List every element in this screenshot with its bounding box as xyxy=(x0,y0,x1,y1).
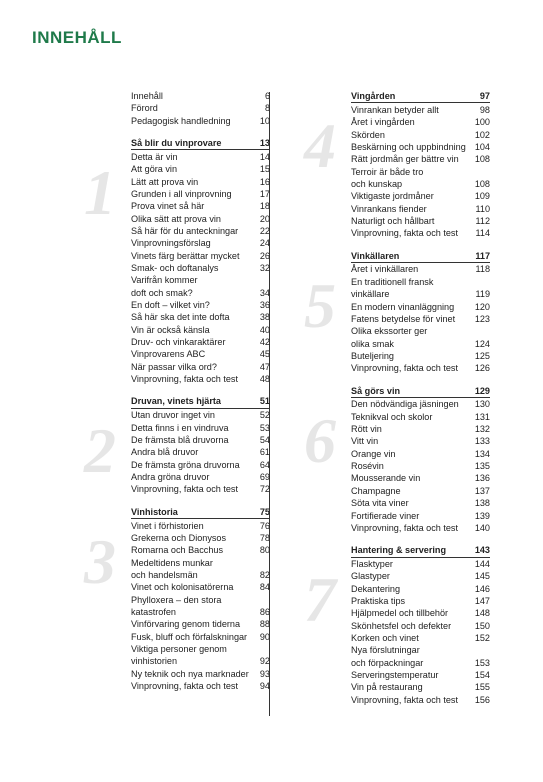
toc-entry-title: Hjälpmedel och tillbehör xyxy=(351,608,449,619)
toc-entry-title: Serveringstemperatur xyxy=(351,670,439,681)
toc-entry-title: Vinrankans fiender xyxy=(351,203,427,214)
toc-entry[interactable] xyxy=(131,631,270,643)
toc-entry[interactable] xyxy=(351,190,490,202)
toc-entry[interactable] xyxy=(351,423,490,435)
toc-entry-page: 108 xyxy=(474,154,490,165)
chapter-heading-title: Så blir du vinprovare xyxy=(131,138,222,149)
toc-section xyxy=(304,90,490,240)
chapter-heading-title: Vingården xyxy=(351,91,396,101)
toc-entry[interactable] xyxy=(351,276,490,288)
toc-entry-title: Söta vita viner xyxy=(351,498,409,509)
toc-entry-page: 40 xyxy=(259,324,270,335)
toc-entry-page: 100 xyxy=(474,117,490,128)
toc-entry[interactable] xyxy=(351,558,490,570)
toc-entry-page: 139 xyxy=(474,510,490,521)
toc-section xyxy=(84,506,270,693)
toc-entry-title: Orange vin xyxy=(351,448,396,459)
toc-entry[interactable] xyxy=(131,483,270,495)
toc-entry-page: 72 xyxy=(259,484,270,495)
chapter-numeral: 3 xyxy=(84,525,116,597)
toc-entry[interactable] xyxy=(351,203,490,215)
toc-entry[interactable] xyxy=(351,215,490,227)
toc-entry[interactable] xyxy=(351,338,490,350)
chapter-heading-title: Vinhistoria xyxy=(131,506,178,517)
chapter-heading-title: Hantering & servering xyxy=(351,545,447,556)
toc-entry[interactable] xyxy=(131,655,270,667)
toc-entry[interactable] xyxy=(131,520,270,532)
toc-entry-title: Rosévin xyxy=(351,461,384,472)
toc-entry-page: 36 xyxy=(259,300,270,310)
toc-entry[interactable] xyxy=(351,435,490,447)
toc-entry-page: 154 xyxy=(474,670,490,681)
toc-entry[interactable] xyxy=(131,668,270,680)
toc-entry[interactable] xyxy=(351,522,490,534)
toc-entry[interactable] xyxy=(351,313,490,325)
toc-entry-title: Vinrankan betyder allt xyxy=(351,104,439,115)
toc-entry-title: Vinet i förhistorien xyxy=(131,520,204,531)
toc-entry-page: 126 xyxy=(474,363,490,374)
toc-entry[interactable] xyxy=(351,129,490,141)
toc-entry-page: 93 xyxy=(259,668,270,679)
toc-entry-page: 109 xyxy=(474,191,490,202)
toc-entry[interactable] xyxy=(351,141,490,153)
toc-entry-title: Glastyper xyxy=(351,571,390,582)
toc-entry[interactable] xyxy=(351,620,490,632)
toc-entry[interactable] xyxy=(131,213,270,225)
toc-entry-title: och kunskap xyxy=(351,178,403,189)
toc-entry-title: Prova vinet så här xyxy=(131,201,205,212)
toc-entry-page: 6 xyxy=(264,91,270,101)
toc-entry-title: Smak- och doftanalys xyxy=(131,262,219,273)
toc-entry-page: 15 xyxy=(259,164,270,175)
toc-entry-page: 8 xyxy=(264,103,270,114)
toc-entry[interactable] xyxy=(351,325,490,337)
toc-entry-title: Vinprovning, fakta och test xyxy=(351,694,459,705)
chapter-heading[interactable] xyxy=(131,506,270,518)
toc-entry[interactable] xyxy=(351,448,490,460)
toc-entry[interactable] xyxy=(131,557,270,569)
toc-entry-page: 130 xyxy=(474,399,490,410)
toc-entry-page: 69 xyxy=(259,471,270,482)
chapter-numeral: 5 xyxy=(304,269,336,341)
toc-entry-page: 150 xyxy=(474,620,490,631)
toc-entry-title: Året i vingården xyxy=(351,117,415,128)
toc-entry-page: 47 xyxy=(259,361,270,372)
chapter-heading-page: 51 xyxy=(259,396,270,407)
toc-entry-page: 38 xyxy=(259,312,270,323)
toc-entry[interactable] xyxy=(351,694,490,706)
page-title: INNEHÅLL xyxy=(32,28,122,47)
toc-entry-page: 136 xyxy=(474,473,490,484)
toc-entry-title: Buteljering xyxy=(351,350,394,361)
toc-entry[interactable] xyxy=(131,618,270,630)
toc-entry-title: Så här för du anteckningar xyxy=(131,225,239,236)
toc-entry-title: Teknikval och skolor xyxy=(351,411,433,422)
toc-entry-title: Rött vin xyxy=(351,424,382,435)
toc-entry-title: En modern vinanläggning xyxy=(351,301,455,312)
toc-entry-page: 92 xyxy=(259,656,270,667)
toc-entry-title: Vinprovning, fakta och test xyxy=(131,680,239,691)
toc-entry-title: En traditionell fransk xyxy=(351,276,434,287)
toc-entry-page: 144 xyxy=(474,559,490,570)
toc-entry[interactable] xyxy=(131,200,270,212)
toc-entry-page: 32 xyxy=(259,262,270,273)
toc-entry-page: 17 xyxy=(259,188,270,199)
toc-entry-title: Vinprovning, fakta och test xyxy=(131,374,239,385)
toc-entry-page: 22 xyxy=(259,225,270,236)
toc-entry-title: Vinprovning, fakta och test xyxy=(351,228,459,239)
toc-section xyxy=(304,385,490,535)
toc-entry[interactable] xyxy=(131,115,270,127)
toc-entry[interactable] xyxy=(351,632,490,644)
toc-entry-title: Champagne xyxy=(351,485,401,496)
chapter-heading-page: 13 xyxy=(259,138,270,149)
toc-entry-page: 134 xyxy=(474,448,490,459)
toc-entry-title: De främsta blå druvorna xyxy=(131,434,229,445)
toc-entry-page: 80 xyxy=(259,545,270,556)
toc-entry[interactable] xyxy=(131,188,270,200)
toc-entry[interactable] xyxy=(351,644,490,656)
toc-entry-title: doft och smak? xyxy=(131,287,193,298)
chapter-numeral: 1 xyxy=(84,157,116,229)
toc-entry[interactable] xyxy=(351,472,490,484)
toc-entry[interactable] xyxy=(131,311,270,323)
toc-entry[interactable] xyxy=(131,324,270,336)
toc-entry-title: Fortifierade viner xyxy=(351,510,420,521)
toc-entry-page: 145 xyxy=(474,571,490,582)
toc-entry-page: 140 xyxy=(474,522,490,533)
toc-entry-page: 108 xyxy=(474,178,490,189)
toc-entry[interactable] xyxy=(131,299,270,311)
toc-entry-title: Ny teknik och nya marknader xyxy=(131,668,249,679)
toc-entry[interactable] xyxy=(351,497,490,509)
toc-entry-page: 152 xyxy=(474,633,490,644)
toc-entry-page: 14 xyxy=(259,151,270,162)
toc-entry-page: 82 xyxy=(259,569,270,580)
toc-entry[interactable] xyxy=(351,263,490,275)
toc-entry[interactable] xyxy=(351,362,490,374)
chapter-heading-page: 75 xyxy=(259,506,270,517)
toc-entry-page: 156 xyxy=(474,694,490,705)
toc-entry-page: 86 xyxy=(259,606,270,617)
chapter-heading-page: 143 xyxy=(474,545,490,556)
toc-entry-page: 110 xyxy=(475,203,490,214)
toc-entry[interactable] xyxy=(131,348,270,360)
toc-entry-title: Vitt vin xyxy=(351,436,379,447)
chapter-heading-title: Vinkällaren xyxy=(351,250,400,261)
toc-entry-title: Grunden i all vinprovning xyxy=(131,188,232,199)
toc-section xyxy=(84,395,270,495)
toc-section xyxy=(304,250,490,375)
toc-entry[interactable] xyxy=(351,350,490,362)
chapter-heading[interactable] xyxy=(131,137,270,149)
toc-entry[interactable] xyxy=(131,176,270,188)
toc-entry[interactable] xyxy=(351,178,490,190)
toc-entry-title: Utan druvor inget vin xyxy=(131,410,215,421)
toc-entry-page: 155 xyxy=(474,682,490,693)
toc-entry-title: Lätt att prova vin xyxy=(131,176,199,187)
toc-entry[interactable] xyxy=(131,434,270,446)
toc-entry-page: 104 xyxy=(474,141,490,152)
toc-entry-page: 45 xyxy=(259,349,270,360)
toc-entry-title: Vinprovning, fakta och test xyxy=(351,522,459,533)
toc-entry-page: 120 xyxy=(474,301,490,312)
toc-entry-page: 88 xyxy=(259,619,270,630)
toc-entry-page: 131 xyxy=(474,411,490,422)
toc-entry[interactable] xyxy=(131,250,270,262)
toc-entry-page: 18 xyxy=(259,201,270,212)
toc-entry-title: Så här ska det inte dofta xyxy=(131,312,230,323)
toc-entry-page: 34 xyxy=(259,287,270,298)
toc-entry[interactable] xyxy=(351,681,490,693)
toc-entry-title: En doft – vilket vin? xyxy=(131,300,210,310)
toc-right-column xyxy=(304,90,490,706)
chapter-heading-page: 117 xyxy=(475,250,490,261)
toc-entry[interactable] xyxy=(351,104,490,116)
toc-entry[interactable] xyxy=(351,570,490,582)
toc-entry[interactable] xyxy=(351,657,490,669)
toc-entry-title: Fusk, bluff och förfalskningar xyxy=(131,631,248,642)
toc-entry-page: 138 xyxy=(474,498,490,509)
toc-entry[interactable] xyxy=(131,163,270,175)
toc-entry-page: 20 xyxy=(259,213,270,224)
chapter-heading[interactable] xyxy=(351,385,490,397)
toc-entry[interactable] xyxy=(351,411,490,423)
toc-entry-page: 61 xyxy=(259,447,270,458)
toc-entry-title: Vin på restaurang xyxy=(351,682,423,693)
toc-entry-title: Romarna och Bacchus xyxy=(131,545,223,556)
toc-entry-title: Flasktyper xyxy=(351,559,393,570)
toc-entry[interactable] xyxy=(131,606,270,618)
chapter-heading-page: 129 xyxy=(474,385,490,396)
toc-entry[interactable] xyxy=(131,680,270,692)
toc-entry[interactable] xyxy=(351,669,490,681)
chapter-heading-title: Druvan, vinets hjärta xyxy=(131,396,221,407)
toc-entry[interactable] xyxy=(131,594,270,606)
toc-entry[interactable] xyxy=(351,485,490,497)
toc-entry-page: 147 xyxy=(474,596,490,607)
toc-entry-page: 53 xyxy=(259,422,270,433)
toc-entry[interactable] xyxy=(351,301,490,313)
toc-entry-page: 146 xyxy=(474,583,490,594)
toc-entry-title: Vin är också känsla xyxy=(131,324,210,335)
toc-entry-page: 118 xyxy=(475,264,490,275)
toc-entry-title: Vinet och kolonisatörerna xyxy=(131,582,234,593)
toc-entry-title: Nya förslutningar xyxy=(351,645,420,656)
chapter-heading-title: Så görs vin xyxy=(351,385,401,396)
toc-entry-title: Korken och vinet xyxy=(351,633,419,644)
toc-entry-title: vinkällare xyxy=(351,289,390,300)
toc-entry-page: 135 xyxy=(474,461,490,472)
toc-entry-title: Phylloxera – den stora xyxy=(131,594,222,605)
toc-entry-page: 10 xyxy=(259,115,270,126)
toc-entry-title: Skörden xyxy=(351,129,385,140)
toc-section xyxy=(84,137,270,385)
toc-entry-title: Vinprovningsförslag xyxy=(131,238,211,249)
toc-entry-title: Den nödvändiga jäsningen xyxy=(351,399,459,410)
toc-entry-page: 153 xyxy=(474,657,490,668)
chapter-numeral: 4 xyxy=(304,110,336,181)
toc-entry[interactable] xyxy=(131,643,270,655)
toc-entry-page: 16 xyxy=(259,176,270,187)
toc-entry[interactable] xyxy=(131,151,270,163)
toc-entry[interactable] xyxy=(131,274,270,286)
toc-entry-title: Praktiska tips xyxy=(351,596,406,607)
toc-entry[interactable] xyxy=(351,398,490,410)
toc-entry-page: 78 xyxy=(259,532,270,543)
toc-entry[interactable] xyxy=(131,532,270,544)
toc-entry-page: 42 xyxy=(259,337,270,348)
toc-entry[interactable] xyxy=(351,510,490,522)
toc-entry[interactable] xyxy=(131,336,270,348)
toc-entry-title: Vinprovning, fakta och test xyxy=(131,484,239,495)
toc-entry-title: Vinprovarens ABC xyxy=(131,349,206,360)
toc-entry-title: Vinförvaring genom tiderna xyxy=(131,619,241,630)
toc-entry-title: Fatens betydelse för vinet xyxy=(351,313,456,324)
toc-entry[interactable] xyxy=(131,409,270,421)
toc-entry[interactable] xyxy=(131,459,270,471)
toc-entry-page: 133 xyxy=(474,436,490,447)
chapter-heading[interactable] xyxy=(351,250,490,262)
chapter-heading-page: 97 xyxy=(479,91,490,101)
toc-entry-title: Varifrån kommer xyxy=(131,275,198,286)
toc-left-column xyxy=(84,90,270,692)
toc-entry[interactable] xyxy=(131,581,270,593)
toc-entry-page: 112 xyxy=(475,215,490,226)
toc-entry-title: De främsta gröna druvorna xyxy=(131,459,240,470)
toc-entry-page: 84 xyxy=(259,582,270,593)
toc-entry-title: Beskärning och uppbindning xyxy=(351,141,466,152)
toc-entry-page: 114 xyxy=(475,228,490,239)
toc-entry[interactable] xyxy=(351,595,490,607)
toc-entry-page: 64 xyxy=(259,459,270,470)
toc-entry-page: 26 xyxy=(259,250,270,261)
toc-entry[interactable] xyxy=(131,90,270,102)
toc-entry[interactable] xyxy=(351,116,490,128)
toc-entry-title: Innehåll xyxy=(131,91,163,101)
toc-entry[interactable] xyxy=(131,225,270,237)
toc-entry-page: 90 xyxy=(259,631,270,642)
toc-entry-title: Terroir är både tro xyxy=(351,166,424,177)
chapter-heading[interactable] xyxy=(351,90,490,102)
toc-entry-page: 48 xyxy=(259,374,270,385)
toc-entry-title: Pedagogisk handledning xyxy=(131,115,231,126)
toc-entry-title: Skönhetsfel och defekter xyxy=(351,620,452,631)
toc-entry-title: Att göra vin xyxy=(131,164,177,175)
toc-entry-title: När passar vilka ord? xyxy=(131,361,217,372)
toc-entry-page: 119 xyxy=(475,289,490,300)
chapter-numeral: 7 xyxy=(304,564,336,636)
chapter-numeral: 6 xyxy=(304,404,336,476)
toc-entry[interactable] xyxy=(351,607,490,619)
toc-entry-title: Viktiga personer genom xyxy=(131,643,227,654)
toc-entry-title: och förpackningar xyxy=(351,657,424,668)
toc-entry-title: vinhistorien xyxy=(131,656,177,667)
toc-entry-title: katastrofen xyxy=(131,606,176,617)
toc-entry[interactable] xyxy=(351,288,490,300)
toc-entry-title: Olika ekssorter ger xyxy=(351,326,428,337)
toc-entry-page: 102 xyxy=(474,129,490,140)
toc-entry-page: 132 xyxy=(474,424,490,435)
toc-entry-title: olika smak xyxy=(351,338,394,349)
toc-entry-page: 137 xyxy=(474,485,490,496)
toc-entry[interactable] xyxy=(351,227,490,239)
toc-entry-title: Förord xyxy=(131,103,158,114)
toc-entry-title: Detta är vin xyxy=(131,151,178,162)
toc-entry-title: Vinets färg berättar mycket xyxy=(131,250,240,261)
toc-entry[interactable] xyxy=(131,471,270,483)
toc-entry-page: 98 xyxy=(479,104,490,115)
toc-entry-title: och handelsmän xyxy=(131,569,198,580)
toc-entry-title: Olika sätt att prova vin xyxy=(131,213,221,224)
toc-entry[interactable] xyxy=(131,262,270,274)
toc-entry-title: Rätt jordmån ger bättre vin xyxy=(351,154,459,165)
toc-entry-page: 148 xyxy=(474,608,490,619)
toc-entry-page: 76 xyxy=(259,520,270,531)
toc-entry-title: Året i vinkällaren xyxy=(351,264,419,275)
toc-entry-page: 125 xyxy=(474,350,490,361)
toc-entry-title: Medeltidens munkar xyxy=(131,557,213,568)
toc-entry-page: 124 xyxy=(474,338,490,349)
toc-entry[interactable] xyxy=(351,166,490,178)
toc-section xyxy=(131,90,270,127)
toc-entry-page: 54 xyxy=(259,434,270,445)
chapter-heading[interactable] xyxy=(351,544,490,556)
toc-entry[interactable] xyxy=(131,569,270,581)
toc-entry[interactable] xyxy=(131,287,270,299)
toc-entry-title: Viktigaste jordmåner xyxy=(351,191,434,202)
toc-entry-title: Andra gröna druvor xyxy=(131,471,210,482)
toc-entry[interactable] xyxy=(351,153,490,165)
toc-section xyxy=(304,544,490,706)
toc-entry[interactable] xyxy=(131,373,270,385)
toc-entry-page: 94 xyxy=(259,680,270,691)
chapter-numeral: 2 xyxy=(84,415,116,487)
toc-entry-title: Detta finns i en vindruva xyxy=(131,422,229,433)
toc-entry-title: Grekerna och Dionysos xyxy=(131,532,227,543)
toc-entry-page: 52 xyxy=(259,410,270,421)
toc-entry-title: Andra blå druvor xyxy=(131,447,199,458)
toc-entry-title: Dekantering xyxy=(351,583,401,594)
toc-entry[interactable] xyxy=(351,460,490,472)
toc-entry[interactable] xyxy=(351,583,490,595)
chapter-heading[interactable] xyxy=(131,395,270,407)
toc-entry[interactable] xyxy=(131,102,270,114)
toc-entry[interactable] xyxy=(131,237,270,249)
toc-entry[interactable] xyxy=(131,446,270,458)
toc-entry-title: Mousserande vin xyxy=(351,473,421,484)
toc-entry[interactable] xyxy=(131,544,270,556)
toc-entry-title: Naturligt och hållbart xyxy=(351,215,435,226)
toc-entry[interactable] xyxy=(131,361,270,373)
toc-entry-page: 123 xyxy=(474,313,490,324)
toc-entry-title: Druv- och vinkaraktärer xyxy=(131,337,226,348)
toc-entry-title: Vinprovning, fakta och test xyxy=(351,363,459,374)
toc-entry-page: 24 xyxy=(259,238,270,249)
toc-entry[interactable] xyxy=(131,422,270,434)
